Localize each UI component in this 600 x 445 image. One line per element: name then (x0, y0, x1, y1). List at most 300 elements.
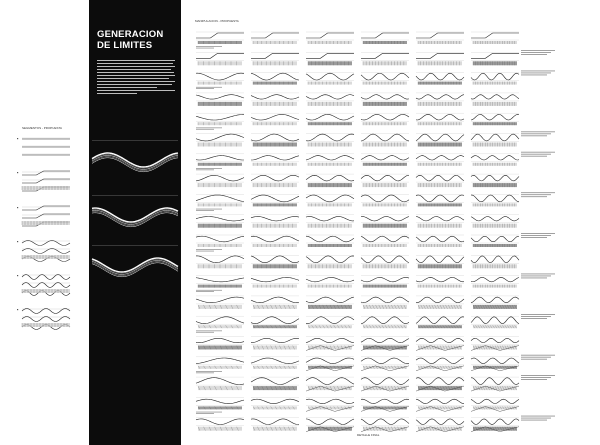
ribbon-line (92, 212, 178, 226)
grid-cell-r5-c1 (196, 113, 244, 125)
grid-cell-r12-c6 (471, 255, 519, 268)
ribbon-line (92, 210, 178, 224)
grid-cell-r20-c3 (306, 418, 354, 432)
cell-curve (416, 134, 464, 141)
grid-cell-r12-c3 (306, 255, 354, 268)
cell-curve (196, 358, 244, 364)
grid-cell-r3-c3 (306, 73, 354, 85)
cell-curve (416, 53, 464, 58)
grid-cell-r14-c6 (471, 296, 519, 309)
segment-curve (22, 179, 70, 183)
segment-curve (22, 171, 70, 175)
cell-curve (251, 297, 299, 303)
grid-cell-r4-c5 (416, 93, 464, 106)
grid-cell-r3-c4 (361, 73, 409, 85)
row-caption (196, 128, 222, 129)
row-caption (196, 371, 222, 372)
cell-curve (196, 419, 244, 425)
segment-curve (22, 206, 70, 210)
grid-cell-r8-c5 (416, 174, 464, 187)
grid-cell-r7-c4 (361, 154, 409, 166)
cell-curve (306, 73, 354, 80)
cell-curve (416, 399, 464, 403)
cell-curve (416, 175, 464, 181)
cell-curve (306, 95, 354, 99)
cell-curve (471, 399, 519, 403)
left-segment-group-2 (17, 171, 70, 191)
side-note-line (521, 54, 547, 55)
cell-band (253, 386, 297, 390)
grid-cell-r18-c4 (361, 377, 409, 391)
side-note-line (521, 318, 547, 319)
grid-cell-r6-c1 (196, 134, 244, 147)
ribbon-line (92, 258, 178, 272)
grid-cell-r15-c4 (361, 316, 409, 328)
grid-cell-r6-c4 (361, 134, 409, 147)
row-caption (196, 209, 222, 210)
cell-curve (416, 156, 464, 160)
grid-cell-r7-c6 (471, 154, 519, 166)
cell-curve (306, 256, 354, 263)
cell-curve (196, 399, 244, 403)
cell-curve (416, 277, 464, 281)
grid-cell-r9-c4 (361, 194, 409, 206)
grid-cell-r1-c5 (416, 32, 464, 44)
cell-curve (251, 277, 299, 281)
cell-curve (471, 297, 519, 303)
cell-curve (196, 297, 244, 303)
cell-curve (251, 175, 299, 181)
cell-curve (361, 217, 409, 221)
grid-cell-r18-c6 (471, 377, 519, 391)
row-caption (196, 331, 222, 332)
grid-cell-r19-c6 (471, 397, 519, 411)
cell-curve (471, 134, 519, 141)
grid-cell-r10-c1 (196, 215, 244, 228)
grid-cell-r10-c3 (306, 215, 354, 228)
grid-cell-r19-c1 (196, 397, 244, 409)
segment-curve (22, 317, 70, 322)
grid-cell-r17-c1 (196, 357, 244, 369)
side-note-line (521, 235, 551, 236)
grid-cell-r15-c3 (306, 316, 354, 328)
grid-cell-r5-c5 (416, 113, 464, 125)
cell-band (253, 325, 297, 328)
cell-curve (251, 256, 299, 263)
cell-curve (251, 73, 299, 80)
grid-cell-r13-c6 (471, 276, 519, 288)
side-note-row-14 (521, 314, 555, 319)
grid-cell-r2-c4 (361, 52, 409, 65)
cell-curve (416, 95, 464, 99)
grid-cell-r5-c2 (251, 113, 299, 125)
cell-curve (196, 217, 244, 221)
side-note-line (521, 375, 555, 376)
cell-band (253, 346, 297, 350)
grid-cell-r17-c6 (471, 357, 519, 371)
grid-cell-r15-c5 (416, 316, 464, 328)
grid-cell-r16-c2 (251, 337, 299, 350)
cell-curve (471, 175, 519, 181)
grid-cell-r6-c2 (251, 134, 299, 147)
row-caption (196, 412, 222, 413)
grid-cell-r19-c3 (306, 397, 354, 411)
row-caption (196, 88, 214, 89)
segment-curve (22, 241, 70, 246)
cell-band (308, 325, 352, 328)
cell-curve (251, 378, 299, 385)
grid-cell-r4-c3 (306, 93, 354, 106)
cell-curve (361, 114, 409, 120)
cell-curve (251, 114, 299, 120)
cell-curve (361, 33, 409, 38)
side-note-line (521, 274, 555, 275)
side-note-line (521, 418, 551, 419)
side-note-line (521, 377, 551, 378)
grid-cell-r1-c1 (196, 32, 244, 44)
left-segment-group-5 (17, 275, 70, 296)
grid-cell-r2-c5 (416, 52, 464, 65)
cell-curve (306, 114, 354, 120)
grid-cell-r11-c3 (306, 235, 354, 247)
cell-curve (306, 317, 354, 324)
row-caption (196, 168, 222, 169)
grid-cell-r11-c2 (251, 235, 299, 247)
side-note-line (521, 314, 555, 315)
cell-curve (196, 73, 244, 80)
cell-curve (471, 217, 519, 221)
grid-cell-r2-c6 (471, 52, 519, 65)
cell-curve (361, 195, 409, 202)
grid-cell-r14-c3 (306, 296, 354, 309)
grid-cell-r10-c2 (251, 215, 299, 228)
segment-marker (17, 309, 18, 310)
grid-cell-r9-c2 (251, 194, 299, 206)
grid-cell-r18-c1 (196, 377, 244, 390)
cell-band (253, 305, 297, 309)
grid-cell-r13-c1 (196, 276, 244, 288)
grid-cell-r12-c4 (361, 255, 409, 268)
cell-curve (251, 33, 299, 38)
side-note-line (521, 379, 547, 380)
grid-cell-r4-c1 (196, 93, 244, 106)
cell-curve (306, 156, 354, 160)
cell-curve (361, 156, 409, 160)
cell-curve (196, 156, 244, 160)
cell-curve (471, 95, 519, 99)
side-note-line (521, 359, 547, 360)
cell-curve (251, 156, 299, 160)
grid-cell-r19-c4 (361, 397, 409, 411)
ribbon-line (92, 262, 178, 276)
cell-curve (361, 277, 409, 281)
cell-band (308, 366, 352, 369)
grid-cell-r15-c2 (251, 316, 299, 328)
row-caption (196, 251, 214, 252)
grid-cell-r8-c6 (471, 174, 519, 187)
row-caption (196, 373, 214, 374)
grid-cell-r13-c2 (251, 276, 299, 288)
grid-cell-r6-c3 (306, 134, 354, 147)
cell-curve (471, 277, 519, 281)
grid-cell-r4-c6 (471, 93, 519, 106)
row-caption (196, 46, 222, 47)
grid-cell-r11-c4 (361, 235, 409, 247)
grid-cell-r10-c4 (361, 215, 409, 228)
cell-curve (361, 236, 409, 242)
ribbon-line (92, 213, 178, 227)
cell-curve (306, 53, 354, 58)
grid-cell-r3-c1 (196, 73, 244, 85)
cell-curve (196, 195, 244, 202)
left-segment-group-1 (17, 138, 70, 155)
cell-curve (306, 33, 354, 38)
cell-curve (306, 217, 354, 221)
cell-curve (416, 419, 464, 425)
cell-curve (361, 378, 409, 385)
cell-curve (416, 358, 464, 364)
left-segment-group-6 (17, 309, 70, 330)
cell-curve (361, 399, 409, 403)
side-notes (521, 50, 555, 420)
cell-curve (196, 338, 244, 342)
side-note-row-12 (521, 274, 555, 279)
cell-curve (361, 338, 409, 342)
cell-curve (471, 114, 519, 120)
left-column-title: SEGMENTOS - PROPUESTA (22, 126, 63, 130)
grid-cell-r9-c1 (196, 194, 244, 206)
cell-band (308, 406, 352, 409)
row-caption (196, 210, 214, 211)
side-note-line (521, 75, 547, 76)
segment-curve (22, 283, 70, 288)
grid-cell-r3-c6 (471, 73, 519, 85)
grid-cell-r17-c2 (251, 357, 299, 369)
row-caption (196, 249, 222, 250)
footer-label: DETALLE FINAL (357, 433, 380, 437)
ribbon-guide (92, 245, 178, 246)
side-note-line (521, 132, 555, 133)
cell-curve (361, 95, 409, 99)
grid-cell-r14-c2 (251, 296, 299, 309)
cell-curve (251, 53, 299, 58)
cell-curve (416, 338, 464, 342)
grid-title: MANIPULACION - PROPUESTA (195, 19, 239, 23)
side-note-line (521, 316, 551, 317)
row-caption (196, 170, 214, 171)
grid-cell-r10-c5 (416, 215, 464, 228)
grid-cell-r19-c5 (416, 397, 464, 411)
segment-curve (22, 249, 70, 254)
cell-band (253, 427, 297, 431)
cell-curve (196, 236, 244, 242)
cell-curve (306, 378, 354, 385)
grid-cell-r7-c2 (251, 154, 299, 166)
left-segment-column (17, 138, 70, 330)
cell-curve (416, 195, 464, 202)
cell-curve (416, 217, 464, 221)
cell-curve (361, 53, 409, 58)
grid-cell-r5-c6 (471, 113, 519, 125)
cell-curve (306, 297, 354, 303)
segment-marker (17, 275, 18, 276)
cell-curve (196, 378, 244, 385)
cell-curve (306, 419, 354, 425)
cell-curve (416, 73, 464, 80)
cell-curve (471, 53, 519, 58)
cell-band (308, 305, 352, 309)
row-caption (196, 87, 222, 88)
cell-curve (471, 419, 519, 425)
grid-cell-r4-c4 (361, 93, 409, 106)
cell-curve (306, 175, 354, 181)
row-caption (196, 290, 222, 291)
side-note-line (521, 237, 547, 238)
grid-cell-r16-c5 (416, 337, 464, 351)
side-note-line (521, 416, 555, 417)
cell-curve (251, 236, 299, 242)
side-note-line (521, 154, 551, 155)
cell-curve (361, 297, 409, 303)
cell-curve (471, 338, 519, 342)
grid-cell-r14-c1 (196, 296, 244, 309)
side-note-row-2 (521, 71, 555, 76)
grid-cell-r16-c3 (306, 337, 354, 351)
cell-curve (196, 134, 244, 141)
cell-curve (471, 73, 519, 80)
grid-cell-r17-c3 (306, 357, 354, 371)
grid-cell-r5-c4 (361, 113, 409, 125)
segment-marker (17, 207, 18, 208)
left-segment-group-4 (17, 241, 70, 262)
segment-marker (17, 241, 18, 242)
cell-curve (361, 134, 409, 141)
grid-cell-r3-c2 (251, 73, 299, 85)
cell-curve (471, 156, 519, 160)
grid-cell-r7-c3 (306, 154, 354, 166)
cell-curve (306, 358, 354, 364)
grid-cell-r9-c6 (471, 194, 519, 206)
cell-curve (196, 256, 244, 263)
cell-curve (416, 378, 464, 385)
cell-curve (196, 317, 244, 324)
cell-curve (196, 175, 244, 181)
grid-cell-r15-c6 (471, 316, 519, 328)
cell-curve (471, 317, 519, 324)
grid-cell-r3-c5 (416, 73, 464, 85)
side-note-row-6 (521, 152, 555, 157)
side-note-row-10 (521, 233, 555, 238)
segment-marker (17, 138, 18, 139)
segment-curve (22, 275, 70, 280)
grid-cell-r13-c3 (306, 276, 354, 288)
grid-cell-r1-c2 (251, 32, 299, 44)
cell-curve (361, 358, 409, 364)
grid-cell-r11-c6 (471, 235, 519, 247)
grid-cell-r16-c1 (196, 337, 244, 350)
cell-curve (471, 33, 519, 38)
side-note-line (521, 136, 547, 137)
ribbon-guide (92, 140, 178, 141)
grid-cell-r20-c1 (196, 418, 244, 431)
grid-cell-r20-c6 (471, 418, 519, 432)
cell-curve (251, 399, 299, 403)
side-note-row-19 (521, 416, 555, 421)
manipulation-grid (196, 32, 519, 432)
side-note-row-8 (521, 192, 555, 197)
grid-cell-r12-c5 (416, 255, 464, 268)
row-caption (196, 129, 214, 130)
grid-cell-r12-c1 (196, 255, 244, 268)
grid-cell-r6-c5 (416, 134, 464, 147)
cell-curve (471, 236, 519, 241)
grid-cell-r16-c4 (361, 337, 409, 351)
row-caption (196, 48, 214, 49)
side-note-line (521, 152, 555, 153)
cell-curve (471, 378, 519, 385)
grid-cell-r20-c4 (361, 418, 409, 432)
grid-cell-r8-c4 (361, 174, 409, 187)
grid-cell-r5-c3 (306, 113, 354, 125)
grid-cell-r15-c1 (196, 316, 244, 328)
ribbon-guide (92, 195, 178, 196)
cell-curve (471, 256, 519, 263)
panel-ribbon-drawings (92, 140, 178, 277)
side-note-line (521, 276, 551, 277)
segment-curve (22, 214, 70, 218)
grid-cell-r1-c3 (306, 32, 354, 44)
side-note-row-1 (521, 50, 555, 55)
grid-cell-r20-c2 (251, 418, 299, 431)
cell-curve (251, 134, 299, 141)
grid-cell-r18-c5 (416, 377, 464, 391)
cell-curve (251, 358, 299, 364)
left-segment-group-3 (17, 206, 70, 226)
grid-cell-r11-c1 (196, 235, 244, 247)
grid-cell-r4-c2 (251, 93, 299, 106)
segment-marker (17, 172, 18, 173)
cell-curve (361, 256, 409, 263)
grid-cell-r19-c2 (251, 397, 299, 409)
cell-curve (196, 95, 244, 99)
grid-cell-r2-c1 (196, 52, 244, 65)
cell-curve (416, 317, 464, 324)
grid-cell-r1-c6 (471, 32, 519, 44)
side-note-line (521, 420, 547, 421)
grid-cell-r7-c1 (196, 154, 244, 166)
cell-curve (416, 297, 464, 303)
row-caption (196, 413, 214, 414)
grid-cell-r9-c3 (306, 194, 354, 206)
panel-ribbon-2 (92, 195, 178, 227)
cell-curve (306, 277, 354, 281)
grid-cell-r17-c5 (416, 357, 464, 371)
cell-curve (306, 338, 354, 342)
side-note-row-5 (521, 132, 555, 137)
cell-band (253, 406, 297, 409)
cell-curve (361, 317, 409, 324)
side-note-line (521, 73, 551, 74)
cell-curve (306, 195, 354, 202)
grid-cell-r10-c6 (471, 215, 519, 228)
cell-band (253, 366, 297, 369)
side-note-line (521, 52, 551, 53)
cell-curve (251, 317, 299, 324)
grid-cell-r12-c2 (251, 255, 299, 268)
cell-curve (196, 33, 244, 38)
cell-curve (361, 419, 409, 425)
side-note-line (521, 355, 555, 356)
